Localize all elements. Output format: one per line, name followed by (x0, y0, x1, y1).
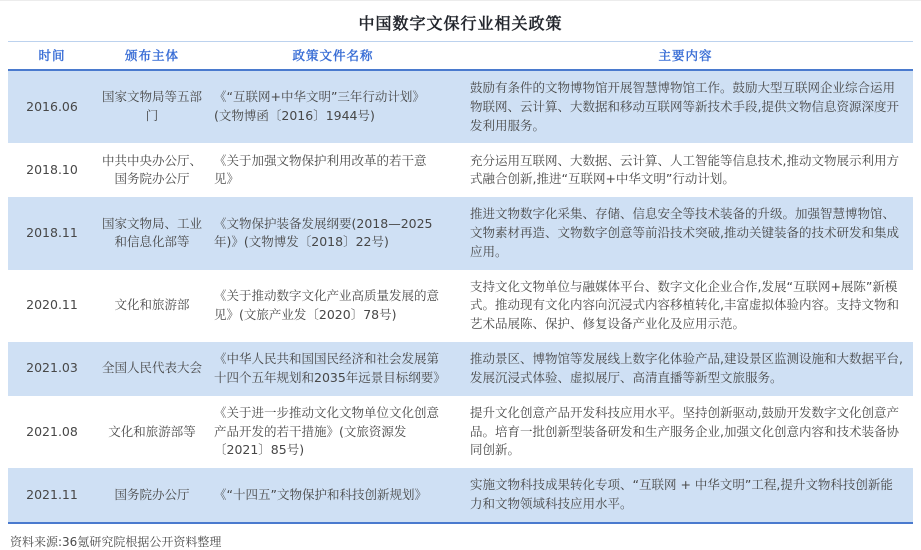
cell-time: 2021.03 (26, 360, 78, 376)
cell-content: 提升文化创意产品开发科技应用水平。坚持创新驱动,鼓励开发数字文化创意产品。培育一批创新型装备研发和生产服务企业,加强文化创意内容和技术装备协同创新。 (470, 404, 899, 458)
cell-policy: 《关于推动数字文化产业高质量发展的意见》(文旅产业发〔2020〕78号) (214, 287, 440, 322)
table-body (8, 71, 913, 524)
header-cell-content: 主要内容 (658, 48, 713, 63)
page-title: 中国数字文保行业相关政策 (358, 14, 563, 33)
table-row (8, 396, 913, 468)
cell-content: 实施文物科技成果转化专项、“互联网 + 中华文明”工程,提升文物科技创新能力和文物领域科技应用水平。 (470, 477, 893, 511)
table-row (8, 342, 913, 396)
cell-time: 2020.11 (26, 297, 78, 313)
cell-issuer: 国家文物局等五部门 (102, 89, 203, 124)
table-header-row (8, 42, 913, 71)
cell-content: 支持文化文物单位与融媒体平台、数字文化企业合作,发展“互联网+展陈”新模式。推动现有文化内容向沉浸式内容移植转化,丰富虚拟体验内容。支持文物和艺术品展陈、保护、修复设备产业化及应用示范。 (470, 278, 899, 331)
cell-time: 2018.11 (26, 225, 78, 240)
table-row (8, 197, 913, 269)
cell-issuer: 文化和旅游部等 (108, 423, 196, 439)
header-cell-policy: 政策文件名称 (292, 48, 374, 63)
policy-table (8, 41, 913, 524)
header-cell-time: 时间 (38, 48, 66, 63)
cell-content: 充分运用互联网、大数据、云计算、人工智能等信息技术,推动文物展示利用方式融合创新,推进“互联网+中华文明”行动计划。 (470, 152, 899, 187)
cell-time: 2016.06 (26, 98, 78, 114)
cell-policy: 《文物保护装备发展纲要(2018—2025年)》(文物博发〔2018〕22号) (214, 215, 433, 250)
cell-policy: 《中华人民共和国国民经济和社会发展第十四个五年规划和2035年远景目标纲要》 (214, 351, 446, 385)
source-note: 资料来源:36氪研究院根据公开资料整理 (10, 535, 222, 549)
cell-content: 推动景区、博物馆等发展线上数字化体验产品,建设景区监测设施和大数据平台,发展沉浸式体验、虚拟展厅、高清直播等新型文旅服务。 (470, 351, 903, 385)
cell-policy: 《关于进一步推动文化文物单位文化创意产品开发的若干措施》(文旅资源发〔2021〕85号) (214, 404, 440, 458)
table-row (8, 143, 913, 197)
cell-policy: 《关于加强文物保护利用改革的若干意见》 (214, 152, 427, 187)
cell-issuer: 文化和旅游部 (114, 297, 190, 313)
cell-content: 推进文物数字化采集、存储、信息安全等技术装备的升级。加强智慧博物馆、文物素材再造、文物数字创意等前沿技术突破,推动关键装备的技术研发和集成应用。 (470, 206, 899, 259)
table-row (8, 71, 913, 143)
cell-policy: 《“互联网+中华文明”三年行动计划》(文物博函〔2016〕1944号) (214, 89, 425, 124)
cell-issuer: 全国人民代表大会 (102, 360, 203, 376)
cell-time: 2021.11 (26, 486, 78, 502)
cell-time: 2018.10 (26, 161, 78, 177)
cell-issuer: 国家文物局、工业和信息化部等 (102, 215, 203, 250)
header-cell-issuer: 颁布主体 (124, 48, 179, 63)
table-row (8, 270, 913, 342)
cell-policy: 《“十四五”文物保护和科技创新规划》 (214, 486, 427, 502)
cell-issuer: 中共中央办公厅、国务院办公厅 (102, 152, 203, 187)
cell-issuer: 国务院办公厅 (114, 486, 190, 502)
cell-content: 鼓励有条件的文物博物馆开展智慧博物馆工作。鼓励大型互联网企业综合运用物联网、云计算、大数据和移动互联网等新技术手段,提供文物信息资源深度开发利用服务。 (470, 80, 899, 133)
table-row (8, 468, 913, 522)
cell-time: 2021.08 (26, 423, 78, 439)
